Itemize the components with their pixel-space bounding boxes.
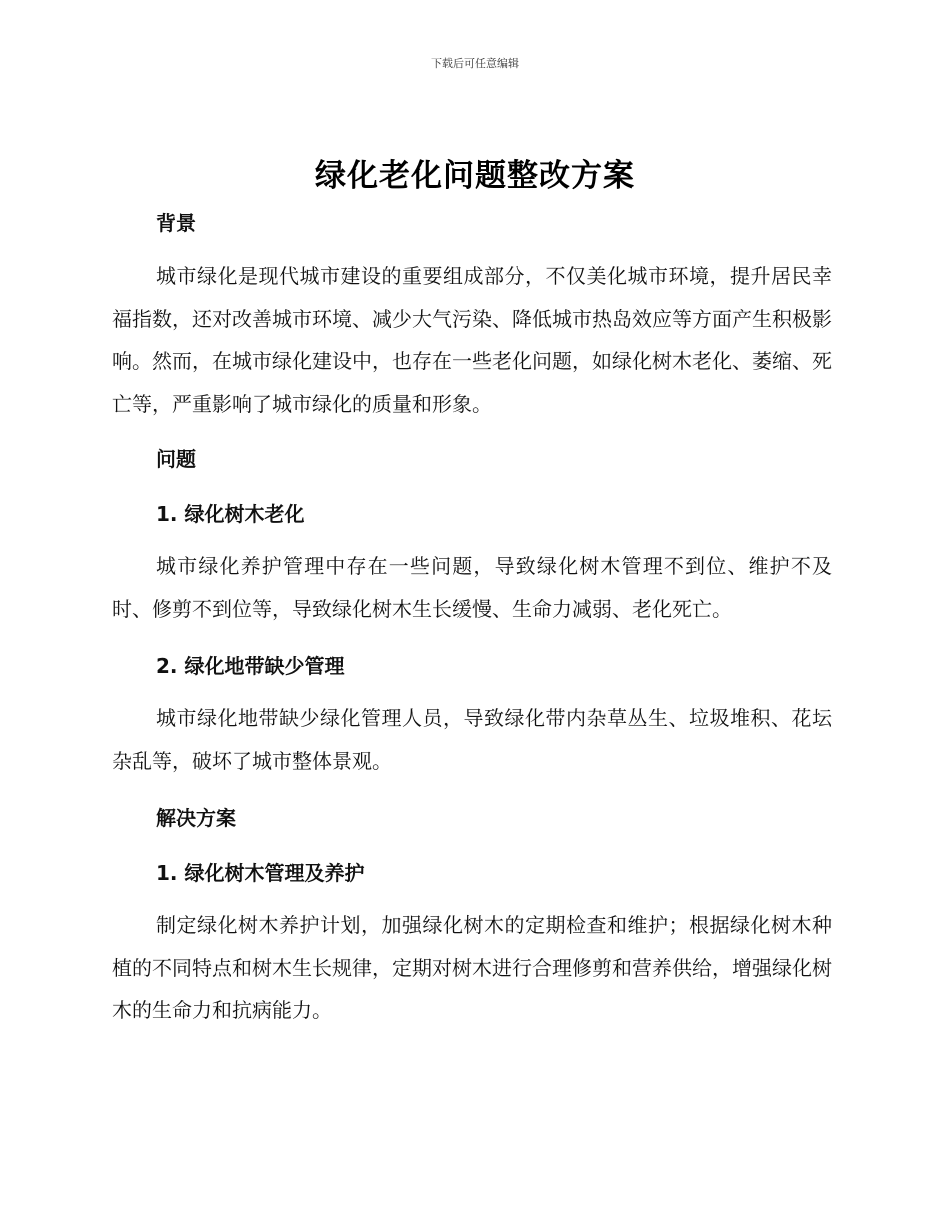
section-heading-solution: 解决方案 [156,806,236,830]
paragraph-problem-1: 城市绿化养护管理中存在一些问题，导致绿化树木管理不到位、维护不及时、修剪不到位等，导致绿化树木生长缓慢、生命力减弱、老化死亡。 [112,554,832,621]
paragraph-problem-2: 城市绿化地带缺少绿化管理人员，导致绿化带内杂草丛生、垃圾堆积、花坛杂乱等，破坏了城市整体景观。 [112,706,832,773]
subheading-problem-2: 2. 绿化地带缺少管理 [156,654,345,678]
section-heading-background: 背景 [156,211,196,235]
paragraph-background: 城市绿化是现代城市建设的重要组成部分，不仅美化城市环境，提升居民幸福指数，还对改善城市环境、减少大气污染、降低城市热岛效应等方面产生积极影响。然而，在城市绿化建设中，也存在一些老化问题，如绿化树木老化、萎缩、死亡等，严重影响了城市绿化的质量和形象。 [112,264,832,416]
document-title: 绿化老化问题整改方案 [315,158,635,194]
paragraph-solution-1: 制定绿化树木养护计划，加强绿化树木的定期检查和维护；根据绿化树木种植的不同特点和树木生长规律，定期对树木进行合理修剪和营养供给，增强绿化树木的生命力和抗病能力。 [112,913,832,1022]
section-heading-problem: 问题 [156,447,196,471]
subheading-solution-1: 1. 绿化树木管理及养护 [156,861,365,885]
subheading-problem-1: 1. 绿化树木老化 [156,502,305,526]
header-note: 下载后可任意编辑 [431,57,519,70]
